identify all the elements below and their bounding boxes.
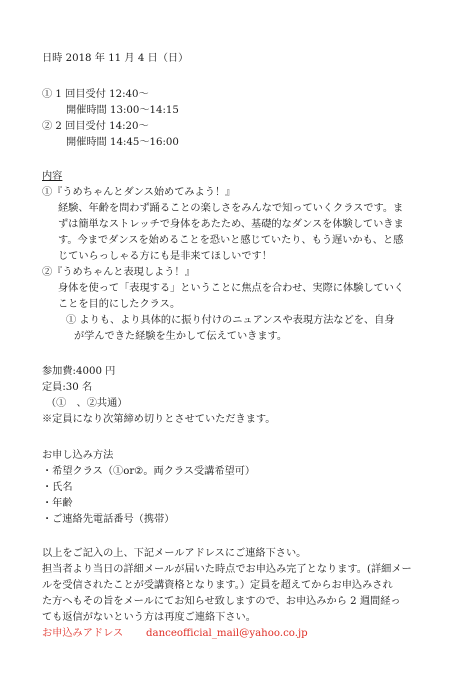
session2-reception: ② 2 回目受付 14:20～ (42, 121, 149, 132)
session1-reception: ① 1 回目受付 12:40～ (42, 89, 149, 100)
class1-desc-line: す。今までダンスを始めることを恐いと感じていたり、もう遅いかも、と感 (58, 235, 404, 246)
class2-desc-line: ことを目的にしたクラス。 (58, 299, 181, 310)
closing-line: 以上をご記入の上、下記メールアドレスにご連絡下さい。 (42, 548, 307, 559)
participation-fee: 参加費:4000 円 (42, 366, 116, 377)
class1-desc-line: ずは簡単なストレッチで身体をあたため、基礎的なダンスを体験していきま (58, 219, 404, 230)
email-address[interactable]: danceofficial_mail@yahoo.co.jp (146, 628, 308, 639)
class1-title: ①『うめちゃんとダンス始めてみよう！』 (42, 187, 236, 198)
email-label: お申込みアドレス (42, 628, 124, 639)
capacity-note: （① 、②共通） (46, 398, 128, 409)
session1-time: 開催時間 13:00～14:15 (66, 105, 179, 116)
apply-item: ・ご連絡先電話番号（携帯） (42, 514, 175, 525)
event-date: 日時 2018 年 11 月 4 日（日） (42, 53, 189, 64)
closing-line: ても返信がないという方は再度ご連絡下さい。 (42, 612, 256, 623)
class1-desc-line: じていらっしゃる方にも是非来てほしいです！ (58, 251, 272, 262)
class2-note-line: ① よりも、より具体的に振り付けのニュアンスや表現方法などを、自身 (66, 315, 395, 326)
class2-desc-line: 身体を使って「表現する」ということに焦点を合わせ、実際に体験していく (58, 283, 405, 294)
content-heading: 内容 (42, 171, 63, 182)
capacity: 定員:30 名 (42, 382, 93, 393)
closing-line: 担当者より当日の詳細メールが届いた時点でお申込み完了となります。(詳細メー (42, 564, 412, 575)
apply-item: ・希望クラス（①or②。両クラス受講希望可） (42, 466, 256, 477)
class2-note-line: が学んできた経験を生かして伝えていきます。 (74, 331, 288, 342)
capacity-warning: ※定員になり次第締め切りとさせていただきます。 (42, 414, 276, 425)
class1-desc-line: 経験、年齢を問わず踊ることの楽しさをみんなで知っていくクラスです。ま (58, 203, 404, 214)
class2-title: ②『うめちゃんと表現しよう！』 (42, 267, 195, 278)
apply-heading: お申し込み方法 (42, 450, 114, 461)
closing-line: た方へもその旨をメールにてお知らせ致しますので、お申込みから 2 週間経っ (42, 596, 401, 607)
apply-item: ・年齢 (42, 498, 73, 509)
session2-time: 開催時間 14:45～16:00 (66, 137, 179, 148)
closing-line: ルを受信されたことが受講資格となります。）定員を超えてからお申込みされ (42, 580, 393, 591)
apply-item: ・氏名 (42, 482, 73, 493)
